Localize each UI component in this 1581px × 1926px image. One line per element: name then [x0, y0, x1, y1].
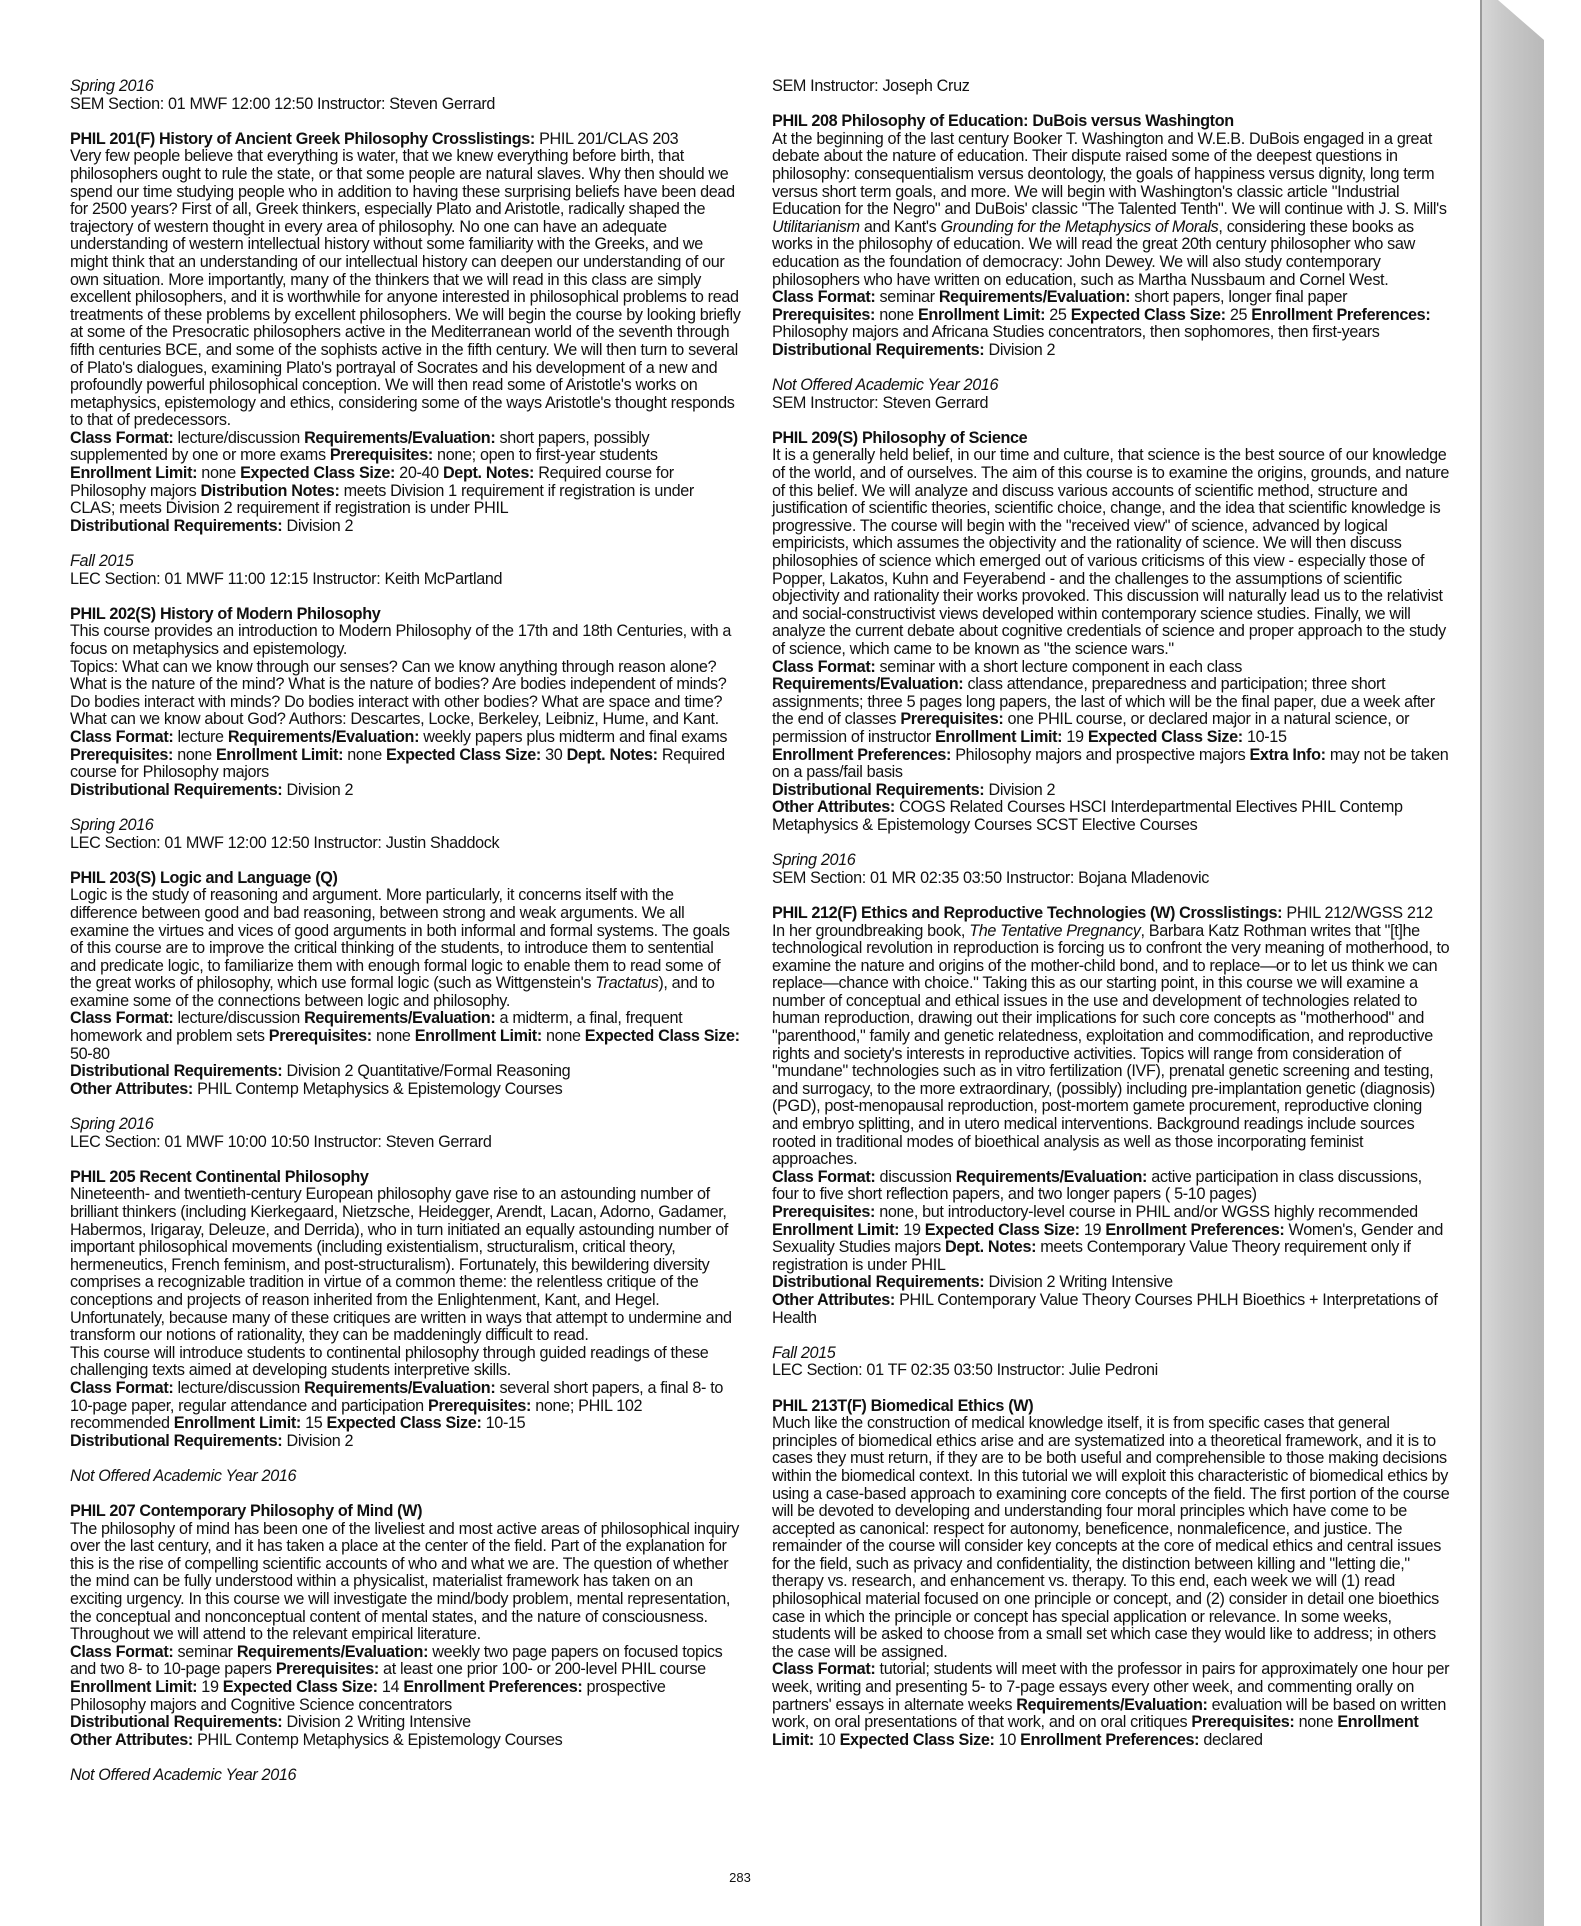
right-column — [772, 78, 1452, 1749]
term-label: Not Offered Academic Year 2016 — [70, 1766, 297, 1784]
section-info: LEC Section: 01 MWF 10:00 10:50 Instructor: Steven Gerrard — [70, 1132, 492, 1151]
distributional-requirements: Distributional Requirements: Division 2 Quantitative/Formal Reasoning — [70, 1062, 571, 1081]
section-info: SEM Instructor: Steven Gerrard — [772, 393, 989, 412]
course-details: Class Format: lecture/discussion Requirements/Evaluation: a midterm, a final, frequent homework and problem sets Prerequisites: none Enrollment Limit: none Expected Class Size: 50-80 — [70, 1009, 740, 1063]
distributional-requirements: Distributional Requirements: Division 2 — [772, 780, 1056, 799]
term-label: Fall 2015 — [772, 1343, 836, 1362]
other-attributes: Other Attributes: PHIL Contemporary Value Theory Courses PHLH Bioethics + Interpretations of Health — [772, 1290, 1438, 1327]
course-description: It is a generally held belief, in our time and culture, that science is the best source of our knowledge of the world, and of ourselves. The aim of this course is to examine the origins, grounds, and nature of this belief. We will analyze and discuss various accounts of scientific method, structure and justification of scientific theories, scientific choice, change, and the idea that scientific knowledge is progressive. The course will begin with the "received view" of science, advanced by logical empiricists, which assumes the objectivity and the rationality of science. We will then discuss philosophies of science which emerged out of various criticisms of this view - especially those of Popper, Lakatos, Kuhn and Feyerabend - and the challenges to the assumptions of scientific objectivity and rationality their works provoked. This discussion will naturally lead us to the relativist and social-constructivist views developed within contemporary science studies. Finally, we will analyze the current debate about cognitive credentials of science and proper approach to the study of science, which came to be known as "the science wars." — [772, 446, 1449, 658]
distributional-requirements: Distributional Requirements: Division 2 — [70, 780, 354, 799]
term-label: Fall 2015 — [70, 552, 134, 571]
course-details: Class Format: lecture/discussion Requirements/Evaluation: short papers, possibly supplemented by one or more exams Prerequisites: none; open to first-year students Enrollment Limit: none Expected Class Size: 20-40 Dept. Notes: Required course for Philosophy majors Distribution Notes: meets Division 1 requirement if registration is under CLAS; meets Division 2 requirement if registration is under PHIL — [70, 428, 694, 518]
distributional-requirements: Distributional Requirements: Division 2 — [772, 340, 1056, 359]
course-description: In her groundbreaking book, The Tentative Pregnancy, Barbara Katz Rothman writes that "[t]he technological revolution in reproduction is forcing us to confront the very meaning of motherhood, to examine the nature and origins of the mother-child bond, and to replace—or to let us think we can replace—chance with choice." Taking this as our starting point, in this course we will examine a number of conceptual and ethical issues in the use and development of technologies related to human reproduction, drawing out their implications for such core concepts as "motherhood" and "parenthood," family and genetic relatedness, exploitation and commodification, and reproductive rights and society's interests in reproductive activities. Topics will range from consideration of "mundane" technologies such as in vitro fertilization (IVF), prenatal genetic screening and testing, and surrogacy, to the more extraordinary, (possibly) including pre-implantation genetic (diagnosis) (PGD), post-menopausal reproduction, post-mortem gamete procurement, reproductive cloning and embryo splitting, and in utero medical interventions. Background readings include sources rooted in traditional modes of bioethical analysis as well as those incorporating feminist approaches. — [772, 921, 1450, 1169]
course-phil-202 — [70, 553, 742, 799]
section-info: LEC Section: 01 TF 02:35 03:50 Instructor: Julie Pedroni — [772, 1361, 1158, 1380]
term-label: Not Offered Academic Year 2016 — [772, 376, 999, 395]
course-phil-205 — [70, 1116, 742, 1450]
course-phil-208 — [772, 78, 1452, 360]
course-description: Very few people believe that everything is water, that we knew everything before birth, that philosophers ought to rule the state, or that some people are natural slaves. Why then should we spend our time studying people who in addition to having these surprising beliefs have been dead for 2500 years? First of all, Greek thinkers, especially Plato and Aristotle, radically shaped the trajectory of western thought in every area of philosophy. No one can have an adequate understanding of western intellectual history without some familiarity with the Greeks, and we might think that an understanding of our intellectual history can deepen our understanding of our own situation. More importantly, many of the thinkers that we will read in this class are simply excellent philosophers, and it is worthwhile for anyone interested in philosophical problems to read treatments of these problems by excellent philosophers. We will begin the course by looking briefly at some of the Presocratic philosophers active in the Mediterranean world of the seventh through fifth centuries BCE, and some of the sophists active in the fifth century. We will then turn to several of Plato's dialogues, examining Plato's portrayal of Socrates and his development of a new and profoundly powerful philosophical conception. We will then read some of Aristotle's works on metaphysics, epistemology and ethics, considering some of the ways Aristotle's thought responds to that of predecessors. — [70, 147, 741, 430]
course-title: PHIL 205 Recent Continental Philosophy — [70, 1167, 369, 1186]
course-details: Class Format: seminar Requirements/Evaluation: short papers, longer final paper Prerequisites: none Enrollment Limit: 25 Expected Class Size: 25 Enrollment Preferences: Philosophy majors and Africana Studies concentrators, then sophomores, then first-years — [772, 288, 1431, 342]
distributional-requirements: Distributional Requirements: Division 2 — [70, 516, 354, 535]
course-description: Much like the construction of medical knowledge itself, it is from specific cases that general principles of biomedical ethics arise and are systematized into a theoretical framework, and it is to cases they must return, if they are to be both useful and comprehensible to those making decisions within the biomedical context. In this tutorial we will exploit this characteristic of biomedical ethics by using a case-based approach to examining core concepts of the field. The first portion of the course will be devoted to developing and understanding four moral principles which have come to be accepted as canonical: respect for autonomy, beneficence, nonmaleficence, and justice. The remainder of the course will consider key concepts at the core of medical ethics and central issues for the field, such as privacy and confidentiality, the distinction between killing and "letting die," therapy vs. research, and enhancement vs. therapy. To this end, each week we will (1) read philosophical material focused on one principle or concept, and (2) consider in detail one bioethics case in which the principle or concept has special application or relevance. In some weeks, students will be asked to choose from a small set which case they would like to address; in others the case will be assigned. — [772, 1414, 1450, 1661]
course-details: Class Format: tutorial; students will meet with the professor in pairs for approximately one hour per week, writing and presenting 5- to 7-page essays every other week, and commenting orally on partners' essays in alternate weeks Requirements/Evaluation: evaluation will be based on written work, on oral presentations of that work, and on oral critiques Prerequisites: none Enrollment Limit: 10 Expected Class Size: 10 Enrollment Preferences: declared — [772, 1660, 1450, 1749]
course-title: PHIL 203(S) Logic and Language (Q) — [70, 868, 338, 887]
section-info: LEC Section: 01 MWF 11:00 12:15 Instructor: Keith McPartland — [70, 569, 503, 588]
distributional-requirements: Distributional Requirements: Division 2 Writing Intensive — [70, 1713, 471, 1732]
course-phil-209 — [772, 377, 1452, 834]
other-attributes: Other Attributes: PHIL Contemp Metaphysics & Epistemology Courses — [70, 1730, 563, 1749]
page-edge-line — [1480, 0, 1482, 1926]
course-phil-207 — [70, 1468, 742, 1750]
course-description: This course provides an introduction to Modern Philosophy of the 17th and 18th Centuries, with a focus on metaphysics and epistemology. — [70, 622, 732, 658]
course-phil-213 — [772, 1345, 1452, 1750]
course-title: PHIL 201(F) History of Ancient Greek Philosophy Crosslistings: PHIL 201/CLAS 203 — [70, 129, 679, 148]
course-description: Topics: What can we know through our senses? Can we know anything through reason alone? What is the nature of the mind? What is the nature of bodies? Are bodies independent of minds? Do bodies interact with minds? Do bodies interact with other bodies? What are space and time? What can we know about God? Authors: Descartes, Locke, Berkeley, Leibniz, Hume, and Kant. — [70, 657, 727, 729]
course-details: Class Format: seminar Requirements/Evaluation: weekly two page papers on focused topics and two 8- to 10-page papers Prerequisites: at least one prior 100- or 200-level PHIL course Enrollment Limit: 19 Expected Class Size: 14 Enrollment Preferences: prospective Philosophy majors and Cognitive Science concentrators — [70, 1642, 723, 1714]
section-info: LEC Section: 01 MWF 12:00 12:50 Instructor: Justin Shaddock — [70, 833, 500, 852]
course-phil-212 — [772, 852, 1452, 1327]
course-phil-201 — [70, 78, 742, 535]
course-details: Class Format: lecture/discussion Requirements/Evaluation: several short papers, a final 8- to 10-page paper, regular attendance and participation Prerequisites: none; PHIL 102 recommended Enrollment Limit: 15 Expected Class Size: 10-15 — [70, 1378, 724, 1433]
other-attributes: Other Attributes: PHIL Contemp Metaphysics & Epistemology Courses — [70, 1079, 563, 1098]
distributional-requirements: Distributional Requirements: Division 2 — [70, 1431, 354, 1450]
course-description: Logic is the study of reasoning and argument. More particularly, it concerns itself with the difference between good and bad reasoning, between strong and weak arguments. We all examine the virtues and vices of good arguments in both informal and formal systems. The goals of this course are to improve the critical thinking of the students, to introduce them to sentential and predicate logic, to familiarize them with enough formal logic to enable them to read some of the great works of philosophy, which use formal logic (such as Wittgenstein's Tractatus), and to examine some of the connections between logic and philosophy. — [70, 886, 730, 1010]
course-title: PHIL 207 Contemporary Philosophy of Mind (W) — [70, 1502, 423, 1521]
course-description: This course will introduce students to continental philosophy through guided readings of these challenging texts aimed at developing students interpretive skills. — [70, 1343, 709, 1380]
course-title: PHIL 202(S) History of Modern Philosophy — [70, 604, 381, 623]
course-details: Class Format: lecture Requirements/Evaluation: weekly papers plus midterm and final exams Prerequisites: none Enrollment Limit: none Expected Class Size: 30 Dept. Notes: Required course for Philosophy majors — [70, 727, 728, 782]
course-details: Class Format: seminar with a short lecture component in each class Requirements/Evaluation: class attendance, preparedness and participation; three short assignments; three 5 pages long papers, the last of which will be the final paper, due a week after the end of classes Prerequisites: one PHIL course, or declared major in a natural science, or permission of instructor Enrollment Limit: 19 Expected Class Size: 10-15 Enrollment Preferences: Philosophy majors and prospective majors Extra Info: may not be taken on a pass/fail basis — [772, 657, 1449, 782]
left-column — [70, 78, 742, 1785]
distributional-requirements: Distributional Requirements: Division 2 Writing Intensive — [772, 1273, 1173, 1292]
course-title: PHIL 212(F) Ethics and Reproductive Technologies (W) Crosslistings: PHIL 212/WGSS 212 — [772, 903, 1433, 922]
other-attributes: Other Attributes: COGS Related Courses HSCI Interdepartmental Electives PHIL Contemp Metaphysics & Epistemology Courses SCST Elective Courses — [772, 798, 1403, 834]
term-label: Spring 2016 — [70, 1115, 154, 1134]
section-info: SEM Instructor: Joseph Cruz — [772, 77, 970, 95]
course-description: The philosophy of mind has been one of the liveliest and most active areas of philosophical inquiry over the last century, and it has taken a place at the center of the field. Part of the explanation for this is the rise of compelling scientific accounts of who and what we are. The question of whether the mind can be fully understood within a physicalist, materialist framework has taken on an exciting urgency. In this course we will investigate the mind/body problem, mental representation, the conceptual and nonconceptual content of mental states, and the nature of consciousness. Throughout we will attend to the relevant empirical literature. — [70, 1519, 740, 1644]
page-edge-shadow — [1480, 0, 1544, 1926]
section-info: SEM Section: 01 MR 02:35 03:50 Instructor: Bojana Mladenovic — [772, 868, 1209, 887]
course-details: Class Format: discussion Requirements/Evaluation: active participation in class discussions, four to five short reflection papers, and two longer papers ( 5-10 pages) Prerequisites: none, but introductory-level course in PHIL and/or WGSS highly recommended Enrollment Limit: 19 Expected Class Size: 19 Enrollment Preferences: Women's, Gender and Sexuality Studies majors Dept. Notes: meets Contemporary Value Theory requirement only if registration is under PHIL — [772, 1167, 1444, 1274]
course-phil-203 — [70, 817, 742, 1099]
course-description: At the beginning of the last century Booker T. Washington and W.E.B. DuBois engaged in a great debate about the nature of education. Their dispute raised some of the deepest questions in philosophy: consequentialism versus deontology, the goals of happiness versus dignity, long term versus short term goals, and more. We will begin with Washington's classic article "Industrial Education for the Negro" and DuBois' classic "The Talented Tenth". We will continue with J. S. Mill's Utilitarianism and Kant's Grounding for the Metaphysics of Morals, considering these books as works in the philosophy of education. We will read the great 20th century philosopher who saw education as the foundation of democracy: John Dewey. We will also study contemporary philosophers who have written on education, such as Martha Nussbaum and Cornel West. — [772, 129, 1447, 289]
term-label: Spring 2016 — [70, 815, 154, 834]
course-title: PHIL 208 Philosophy of Education: DuBois versus Washington — [772, 112, 1234, 131]
section-info: SEM Section: 01 MWF 12:00 12:50 Instructor: Steven Gerrard — [70, 94, 496, 113]
term-label: Spring 2016 — [772, 851, 856, 870]
term-label: Spring 2016 — [70, 77, 154, 95]
course-description: Nineteenth- and twentieth-century European philosophy gave rise to an astounding number of brilliant thinkers (including Kierkegaard, Nietzsche, Heidegger, Arendt, Lacan, Adorno, Gadamer, Habermos, Irigaray, Deleuze, and Derrida), who in turn initiated an equally astounding number of important philosophical movements (including existentialism, structuralism, critical theory, hermeneutics, French feminism, and post-structuralism). Fortunately, this bewildering diversity comprises a recognizable tradition in virtue of a common theme: the relentless critique of the conceptions and projects of reason inherited from the Enlightenment, Kant, and Hegel. Unfortunately, because many of these critiques are written in ways that attempt to undermine and transform our notions of rationality, they can be maddeningly difficult to read. — [70, 1185, 732, 1345]
page-number: 283 — [729, 1870, 751, 1885]
term-label: Not Offered Academic Year 2016 — [70, 1466, 297, 1485]
course-title: PHIL 209(S) Philosophy of Science — [772, 428, 1028, 447]
course-title: PHIL 213T(F) Biomedical Ethics (W) — [772, 1396, 1034, 1415]
